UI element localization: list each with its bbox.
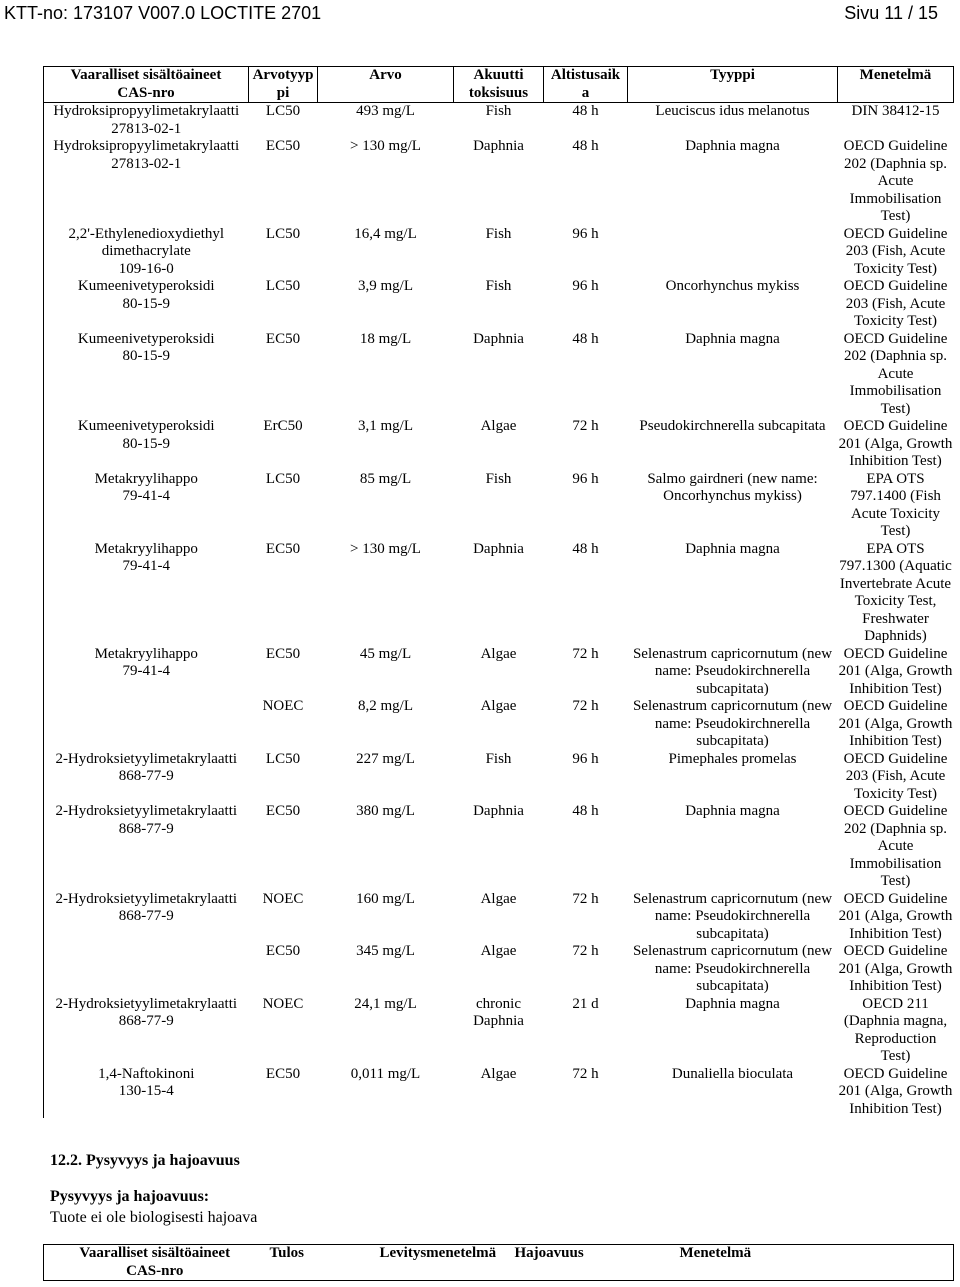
exposure-cell: 96 h (572, 278, 599, 294)
value-type-cell: LC50 (265, 103, 301, 119)
toxicity-cell: Daphnia (473, 138, 524, 154)
species-cell: Oncorhynchus mykiss (665, 278, 800, 294)
method-cell: EPA OTS 797.1300 (Aquatic Invertebrate Acute Toxicity Test, Freshwater Daphnids) (839, 540, 952, 644)
substance-name: Kumeenivetyperoksidi (77, 330, 215, 347)
species-cell: Dunaliella bioculata (671, 1065, 794, 1082)
cas-number: 868-77-9 (118, 908, 174, 924)
value-type-cell: EC50 (265, 803, 301, 819)
cas-number: 130-15-4 (118, 1083, 174, 1099)
substance-cell (44, 1066, 249, 1119)
page-number: Sivu 11 / 15 (844, 3, 938, 24)
method-cell: OECD 211 (Daphnia magna, Reproduction Test) (843, 995, 948, 1064)
species-cell: Pseudokirchnerella subcapitata (639, 418, 826, 434)
substance-name: 1,4-Naftokinoni (98, 1065, 195, 1082)
column-header: Tulos (266, 1245, 376, 1281)
cas-number: 80-15-9 (122, 348, 170, 364)
species-cell: Daphnia magna (685, 995, 780, 1012)
table-row (44, 698, 954, 751)
method-cell: OECD Guideline 201 (Alga, Growth Inhibition Test) (838, 943, 953, 994)
exposure-cell: 72 h (572, 943, 599, 959)
table-row (44, 1066, 954, 1119)
substance-name: 2,2'-Ethylenedioxydiethyl dimethacrylate (68, 225, 225, 259)
species-cell: Daphnia magna (685, 803, 780, 819)
toxicity-cell: Fish (485, 470, 512, 487)
value-type-cell: EC50 (265, 330, 301, 347)
toxicity-cell: Fish (485, 278, 512, 294)
degradability-table (43, 1244, 954, 1281)
substance-cell (44, 138, 249, 226)
exposure-cell: 72 h (572, 645, 599, 662)
value-cell: > 130 mg/L (350, 540, 421, 557)
toxicity-cell: Daphnia (473, 540, 524, 557)
substance-cell (44, 646, 249, 699)
column-header: Menetelmä (676, 1245, 954, 1281)
toxicity-cell: Fish (485, 750, 512, 767)
table-row (44, 891, 954, 944)
substance-name: Kumeenivetyperoksidi (77, 418, 215, 434)
cas-number: 27813-02-1 (111, 120, 182, 137)
substance-cell (44, 541, 249, 646)
substance-name: 2-Hydroksietyylimetakrylaatti (55, 803, 238, 819)
species-cell (628, 226, 838, 279)
method-cell: EPA OTS 797.1400 (Fish Acute Toxicity Test) (850, 470, 941, 539)
substance-cell (44, 331, 249, 419)
method-cell: OECD Guideline 202 (Daphnia sp. Acute Immobilisation Test) (843, 138, 948, 224)
value-cell: 85 mg/L (359, 470, 412, 487)
substance-cell (44, 751, 249, 804)
value-cell: 18 mg/L (359, 330, 412, 347)
value-type-cell: LC50 (265, 278, 301, 294)
value-type-cell: EC50 (265, 540, 301, 557)
value-type-cell: EC50 (265, 943, 301, 959)
toxicity-cell: Fish (485, 225, 512, 242)
toxicity-cell: Algae (480, 645, 517, 662)
value-type-cell: EC50 (265, 138, 301, 154)
substance-cell (44, 226, 249, 279)
toxicity-cell: Algae (480, 890, 517, 907)
species-cell: Daphnia magna (685, 540, 780, 557)
value-cell: 380 mg/L (356, 803, 415, 819)
table-row (44, 943, 954, 996)
substance-cell (44, 418, 249, 471)
method-cell: OECD Guideline 203 (Fish, Acute Toxicity Test) (843, 225, 948, 277)
value-type-cell: LC50 (265, 225, 301, 242)
method-cell: DIN 38412-15 (851, 103, 940, 119)
table-row (44, 541, 954, 646)
value-cell: 345 mg/L (356, 943, 415, 959)
column-header: Hajoavuus (511, 1245, 676, 1281)
method-cell: OECD Guideline 203 (Fish, Acute Toxicity Test) (843, 278, 948, 329)
toxicity-cell: Algae (480, 1065, 517, 1082)
method-cell: OECD Guideline 201 (Alga, Growth Inhibition Test) (838, 890, 953, 942)
table-row (44, 103, 954, 139)
substance-name: 2-Hydroksietyylimetakrylaatti (55, 890, 238, 907)
substance-cell (44, 103, 249, 139)
value-type-cell: EC50 (265, 645, 301, 662)
column-header: Menetelmä (838, 67, 954, 103)
section-title: 12.2. Pysyvyys ja hajoavuus (50, 1152, 240, 1169)
value-cell: 227 mg/L (356, 750, 415, 767)
substance-cell (44, 471, 249, 541)
substance-name: Hydroksipropyylimetakrylaatti (53, 103, 240, 119)
value-cell: 45 mg/L (359, 645, 412, 662)
table-row (44, 418, 954, 471)
method-cell: OECD Guideline 202 (Daphnia sp. Acute Immobilisation Test) (843, 803, 948, 889)
species-cell: Leuciscus idus melanotus (655, 103, 810, 119)
cas-number: 79-41-4 (122, 488, 170, 504)
value-type-cell: LC50 (265, 750, 301, 767)
exposure-cell: 72 h (572, 890, 599, 907)
cas-number: 80-15-9 (122, 295, 170, 312)
exposure-cell: 96 h (572, 750, 599, 767)
cas-number: 109-16-0 (118, 260, 174, 277)
species-cell: Selenastrum capricornutum (new name: Pseudokirchnerella subcapitata) (632, 943, 833, 994)
toxicity-cell: Daphnia (473, 330, 524, 347)
section-text: Tuote ei ole biologisesti hajoava (50, 1209, 258, 1226)
value-cell: 16,4 mg/L (354, 225, 417, 242)
table-row (44, 471, 954, 541)
table-row (44, 646, 954, 699)
method-cell: OECD Guideline 203 (Fish, Acute Toxicity Test) (843, 750, 948, 802)
column-header: Vaaralliset sisältöaineet CAS-nro (44, 67, 249, 103)
substance-name: Metakryylihappo (94, 470, 198, 487)
toxicity-cell: chronic Daphnia (473, 995, 524, 1029)
section-subtitle: Pysyvyys ja hajoavuus: (50, 1188, 210, 1205)
exposure-cell: 96 h (572, 225, 599, 242)
column-header: Levitysmenetelmä (376, 1245, 511, 1281)
substance-cell (44, 891, 249, 944)
value-cell: 493 mg/L (356, 103, 415, 119)
value-type-cell: NOEC (262, 995, 304, 1012)
exposure-cell: 72 h (572, 418, 599, 434)
ecotoxicity-table (43, 66, 954, 1118)
value-cell: 160 mg/L (356, 890, 415, 907)
page-header (0, 0, 960, 28)
exposure-cell: 21 d (572, 995, 599, 1012)
column-header: Tyyppi (628, 67, 838, 103)
substance-cell (44, 996, 249, 1066)
toxicity-cell: Algae (480, 418, 517, 434)
species-cell: Pimephales promelas (668, 750, 797, 767)
document-id: KTT-no: 173107 V007.0 LOCTITE 2701 (4, 3, 322, 24)
method-cell: OECD Guideline 201 (Alga, Growth Inhibition Test) (838, 645, 953, 697)
cas-number: 79-41-4 (122, 663, 170, 679)
value-type-cell: LC50 (265, 470, 301, 487)
cas-number: 79-41-4 (122, 558, 170, 574)
substance-name: Hydroksipropyylimetakrylaatti (53, 138, 240, 154)
exposure-cell: 48 h (572, 330, 599, 347)
table-header-row (44, 67, 954, 103)
table-header-row (44, 1245, 954, 1281)
value-cell: 3,9 mg/L (358, 278, 413, 294)
substance-name: Metakryylihappo (94, 645, 198, 662)
table-row (44, 803, 954, 891)
column-header: Arvotyyp pi (249, 67, 318, 103)
toxicity-cell: Fish (485, 103, 512, 119)
exposure-cell: 48 h (572, 540, 599, 557)
substance-name: 2-Hydroksietyylimetakrylaatti (55, 995, 238, 1012)
substance-name: 2-Hydroksietyylimetakrylaatti (55, 750, 238, 767)
substance-cell (44, 943, 249, 996)
value-cell: > 130 mg/L (350, 138, 421, 154)
substance-name: Metakryylihappo (94, 540, 198, 557)
species-cell: Selenastrum capricornutum (new name: Pseudokirchnerella subcapitata) (632, 890, 833, 942)
cas-number: 868-77-9 (118, 820, 174, 837)
table-row (44, 278, 954, 331)
method-cell: OECD Guideline 201 (Alga, Growth Inhibition Test) (838, 1065, 953, 1117)
column-header: Vaaralliset sisältöaineet CAS-nro (44, 1245, 266, 1281)
toxicity-cell: Daphnia (473, 803, 524, 819)
value-cell: 24,1 mg/L (354, 995, 417, 1012)
column-header: Altistusaik a (544, 67, 628, 103)
exposure-cell: 48 h (572, 138, 599, 154)
value-type-cell: ErC50 (263, 418, 303, 434)
substance-cell (44, 803, 249, 891)
method-cell: OECD Guideline 201 (Alga, Growth Inhibition Test) (838, 418, 953, 469)
species-cell: Daphnia magna (685, 330, 780, 347)
column-header: Akuutti toksisuus (454, 67, 544, 103)
exposure-cell: 96 h (572, 470, 599, 487)
toxicity-cell: Algae (480, 943, 517, 959)
substance-cell (44, 278, 249, 331)
value-cell: 0,011 mg/L (350, 1065, 421, 1082)
species-cell: Selenastrum capricornutum (new name: Pseudokirchnerella subcapitata) (632, 698, 833, 749)
ecotoxicity-table-body (44, 103, 954, 1119)
exposure-cell: 48 h (572, 103, 599, 119)
column-header: Arvo (318, 67, 454, 103)
table-row (44, 331, 954, 419)
cas-number: 27813-02-1 (111, 155, 182, 172)
value-cell: 3,1 mg/L (358, 418, 413, 434)
value-cell: 8,2 mg/L (358, 698, 413, 714)
cas-number: 80-15-9 (122, 435, 170, 452)
substance-cell (44, 698, 249, 751)
table-row (44, 226, 954, 279)
method-cell: OECD Guideline 201 (Alga, Growth Inhibition Test) (838, 698, 953, 749)
value-type-cell: NOEC (262, 698, 304, 714)
exposure-cell: 72 h (572, 698, 599, 714)
species-cell: Salmo gairdneri (new name: Oncorhynchus mykiss) (647, 470, 818, 504)
toxicity-cell: Algae (480, 698, 517, 714)
exposure-cell: 72 h (572, 1065, 599, 1082)
value-type-cell: EC50 (265, 1065, 301, 1082)
substance-name: Kumeenivetyperoksidi (77, 278, 215, 294)
table-row (44, 996, 954, 1066)
table-row (44, 138, 954, 226)
species-cell: Daphnia magna (685, 138, 780, 154)
exposure-cell: 48 h (572, 803, 599, 819)
cas-number: 868-77-9 (118, 1013, 174, 1029)
cas-number: 868-77-9 (118, 768, 174, 784)
table-row (44, 751, 954, 804)
species-cell: Selenastrum capricornutum (new name: Pseudokirchnerella subcapitata) (632, 645, 833, 697)
value-type-cell: NOEC (262, 890, 304, 907)
method-cell: OECD Guideline 202 (Daphnia sp. Acute Immobilisation Test) (843, 330, 948, 417)
